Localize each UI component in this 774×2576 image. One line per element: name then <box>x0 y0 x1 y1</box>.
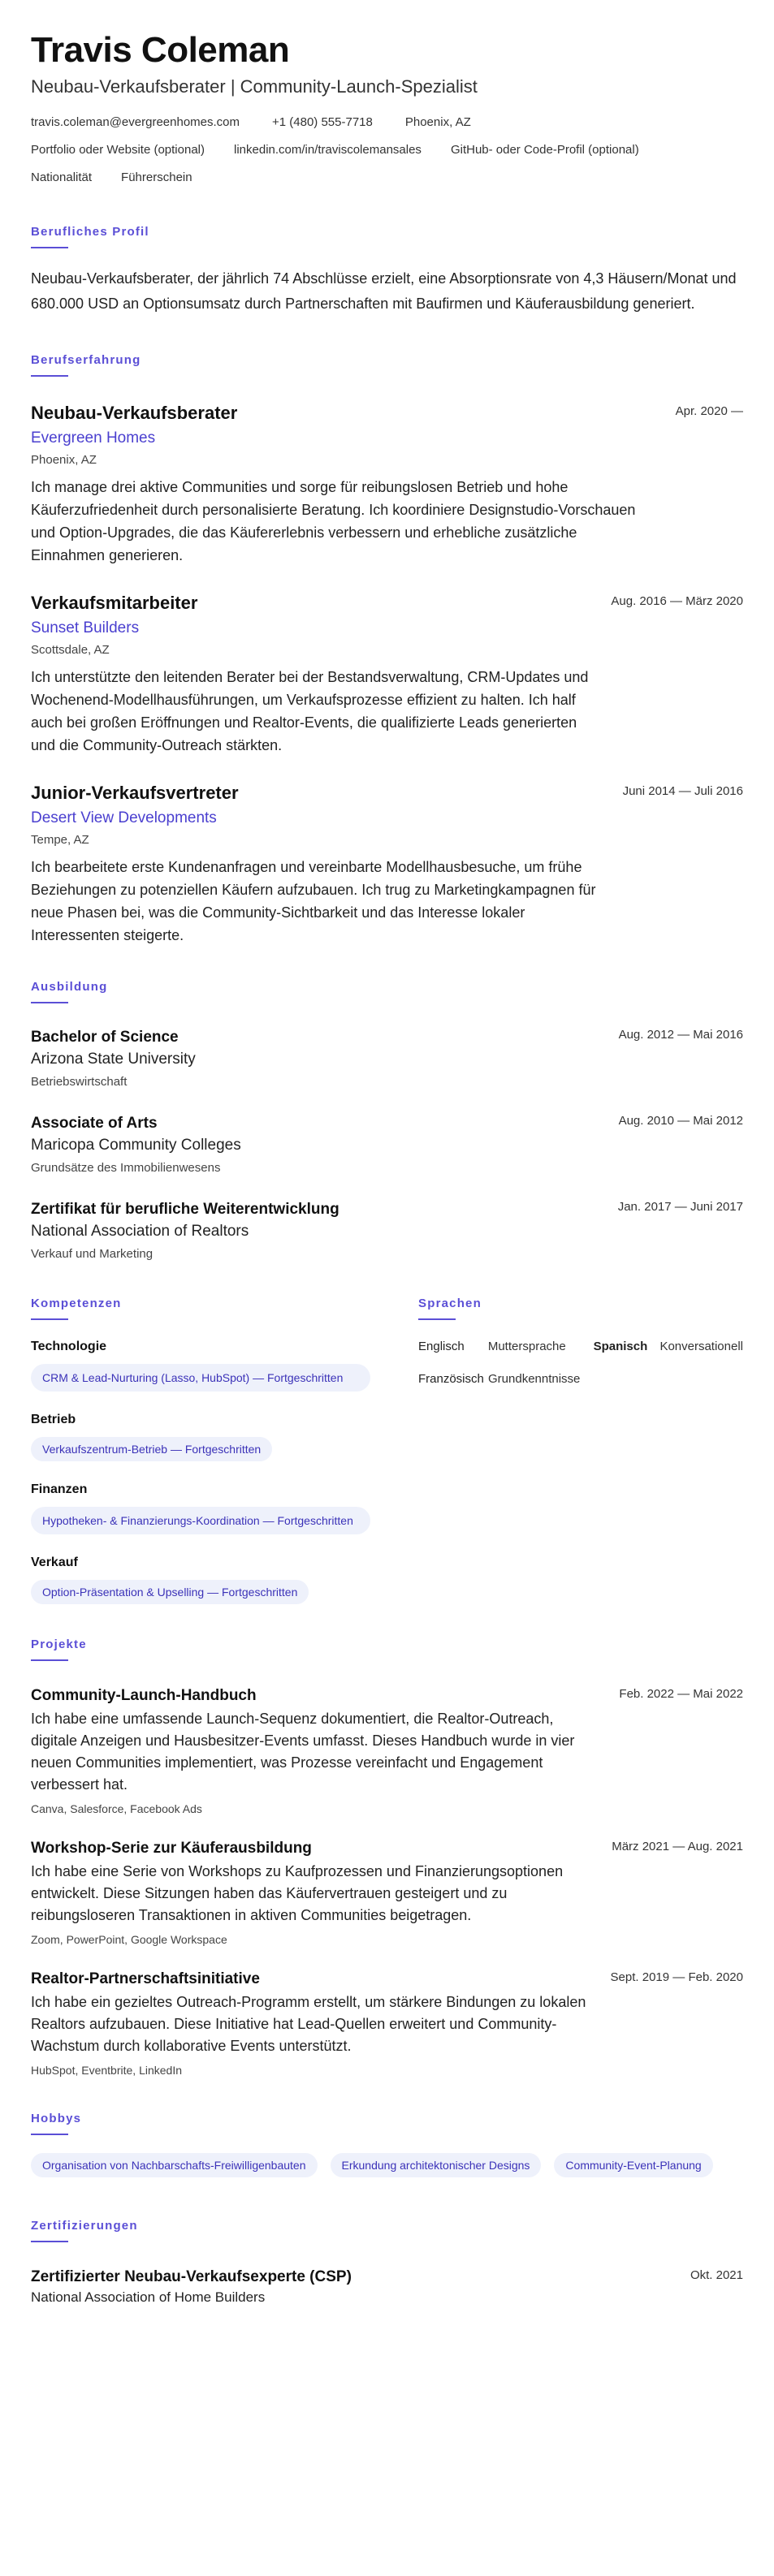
section-title: Ausbildung <box>31 980 108 994</box>
edu-date: Aug. 2010 — Mai 2012 <box>618 1114 743 1128</box>
edu-date: Aug. 2012 — Mai 2016 <box>618 1028 743 1042</box>
skill-group <box>31 1338 386 1392</box>
drivers-license: Führerschein <box>121 170 192 184</box>
section-title: Kompetenzen <box>31 1297 122 1310</box>
section-title: Sprachen <box>418 1297 482 1310</box>
job-title: Junior-Verkaufsvertreter <box>31 783 239 803</box>
section-rule <box>31 1659 68 1661</box>
links-row <box>31 141 743 159</box>
job-company: Sunset Builders <box>31 619 140 636</box>
skill-chip: Option-Präsentation & Upselling — Fortgeschritten <box>31 1580 309 1604</box>
language-name: Englisch <box>418 1340 465 1353</box>
skill-group <box>31 1554 386 1604</box>
contact-location: Phoenix, AZ <box>404 115 471 129</box>
contact-phone[interactable]: +1 (480) 555-7718 <box>272 115 373 129</box>
job-date: Aug. 2016 — März 2020 <box>611 594 743 608</box>
project-date: Sept. 2019 — Feb. 2020 <box>610 1970 743 1984</box>
hobby-chip: Organisation von Nachbarschafts-Freiwilligenbauten <box>31 2153 318 2177</box>
section-rule <box>31 1318 68 1320</box>
cert-date: Okt. 2021 <box>690 2268 743 2282</box>
project-description: Ich habe eine umfassende Launch-Sequenz dokumentiert, die Realtor-Outreach, digitale Anzeigen und Hausbesitzer-Events umfasst. Dieses Handbuch wurde in vier neuen Communities implementiert, was Prozesse vereinfacht und Engagement verbessert hat. <box>31 1711 575 1793</box>
section-rule <box>418 1318 456 1320</box>
edu-degree: Bachelor of Science <box>31 1029 179 1046</box>
edu-school: Arizona State University <box>31 1051 196 1068</box>
project-date: März 2021 — Aug. 2021 <box>612 1840 743 1853</box>
section-rule <box>31 2134 68 2135</box>
language-name: Französisch <box>418 1372 484 1386</box>
language-row <box>418 1370 743 1388</box>
project-entry <box>31 1838 743 1948</box>
candidate-headline: Neubau-Verkaufsberater | Community-Launch-Spezialist <box>31 76 478 97</box>
hobby-chip: Erkundung architektonischer Designs <box>331 2153 542 2177</box>
projects-section <box>31 1637 743 2078</box>
skill-group-title: Betrieb <box>31 1413 76 1426</box>
language-row <box>418 1338 743 1356</box>
job-entry <box>31 401 743 567</box>
edu-school: National Association of Realtors <box>31 1223 249 1240</box>
project-description: Ich habe ein gezieltes Outreach-Programm erstellt, um stärkere Bindungen zu lokalen Realtors aufzubauen. Diese Initiative hat Lead-Quellen erweitert und Community-Wachstum durch kollaborative Events unterstützt. <box>31 1994 586 2054</box>
project-tools: Canva, Salesforce, Facebook Ads <box>31 1802 202 1815</box>
language-name: Spanisch <box>593 1340 648 1353</box>
skill-chip: Verkaufszentrum-Betrieb — Fortgeschritten <box>31 1437 272 1461</box>
job-title: Verkaufsmitarbeiter <box>31 593 198 613</box>
job-date: Juni 2014 — Juli 2016 <box>622 784 743 798</box>
skill-group <box>31 1411 386 1461</box>
job-location: Tempe, AZ <box>31 833 89 847</box>
certifications-section <box>31 2218 743 2307</box>
experience-section <box>31 352 743 947</box>
education-entry <box>31 1026 743 1091</box>
skill-chip: CRM & Lead-Nurturing (Lasso, HubSpot) — Fortgeschritten <box>31 1364 370 1392</box>
project-title: Realtor-Partnerschaftsinitiative <box>31 1970 260 1987</box>
edu-date: Jan. 2017 — Juni 2017 <box>617 1200 743 1214</box>
candidate-name: Travis Coleman <box>31 30 290 70</box>
job-company: Desert View Developments <box>31 809 217 826</box>
skill-group-title: Verkauf <box>31 1556 78 1569</box>
job-entry <box>31 591 743 757</box>
section-rule <box>31 375 68 377</box>
language-level: Muttersprache <box>487 1340 566 1353</box>
nationality: Nationalität <box>31 170 93 184</box>
linkedin-link[interactable]: linkedin.com/in/traviscolemansales <box>234 143 422 157</box>
portfolio-link[interactable]: Portfolio oder Website (optional) <box>31 143 205 157</box>
language-level: Konversationell <box>659 1340 743 1353</box>
project-tools: Zoom, PowerPoint, Google Workspace <box>31 1933 227 1946</box>
job-description: Ich bearbeitete erste Kundenanfragen und vereinbarte Modellhausbesuche, um frühe Beziehungen zu potenziellen Käufern aufzubauen. Ich trug zu Marketingkampagnen für neue Phasen bei, was die Community-Sichtbarkeit und das Interesse lokaler Interessenten steigerte. <box>31 859 596 943</box>
job-description: Ich manage drei aktive Communities und sorge für reibungslosen Betrieb und hohe Käuferzufriedenheit durch personalisierte Beratung. Ich koordiniere Designstudio-Vorschauen und Option-Upgrades, die das Käufererlebnis verbessern und erhebliche zusätzliche Einnahmen generieren. <box>31 479 636 563</box>
certification-entry <box>31 2267 743 2307</box>
cert-issuer: National Association of Home Builders <box>31 2289 266 2305</box>
resume-header <box>31 29 743 187</box>
job-title: Neubau-Verkaufsberater <box>31 403 238 423</box>
edu-school: Maricopa Community Colleges <box>31 1137 241 1154</box>
section-title: Zertifizierungen <box>31 2219 138 2233</box>
skill-chip: Hypotheken- & Finanzierungs-Koordination — Fortgeschritten <box>31 1507 370 1534</box>
section-title: Hobbys <box>31 2112 82 2125</box>
education-section <box>31 979 743 1263</box>
edu-field: Verkauf und Marketing <box>31 1247 154 1261</box>
project-entry <box>31 1685 743 1817</box>
project-title: Workshop-Serie zur Käuferausbildung <box>31 1840 312 1857</box>
project-date: Feb. 2022 — Mai 2022 <box>619 1687 743 1701</box>
hobbies-section <box>31 2111 743 2187</box>
languages-section <box>418 1263 743 1604</box>
edu-field: Grundsätze des Immobilienwesens <box>31 1161 221 1175</box>
project-description: Ich habe eine Serie von Workshops zu Kaufprozessen und Finanzierungsoptionen entwickelt. Diese Sitzungen haben das Käufervertrauen gesteigert und zu reibungsloseren Transaktionen in aktiven Communities beigetragen. <box>31 1863 564 1923</box>
job-date: Apr. 2020 — <box>675 404 743 418</box>
skills-section <box>31 1263 386 1604</box>
cert-name: Zertifizierter Neubau-Verkaufsexperte (CSP) <box>31 2268 352 2285</box>
github-link[interactable]: GitHub- oder Code-Profil (optional) <box>450 143 639 157</box>
job-entry <box>31 781 743 947</box>
education-entry <box>31 1198 743 1263</box>
project-title: Community-Launch-Handbuch <box>31 1687 257 1704</box>
skill-group-title: Finanzen <box>31 1482 88 1496</box>
hobby-list <box>31 2153 746 2187</box>
personal-row <box>31 169 743 187</box>
skill-group <box>31 1481 386 1534</box>
hobby-chip: Community-Event-Planung <box>554 2153 712 2177</box>
skill-group-title: Technologie <box>31 1340 107 1353</box>
job-location: Phoenix, AZ <box>31 453 97 467</box>
project-tools: HubSpot, Eventbrite, LinkedIn <box>31 2064 183 2077</box>
section-rule <box>31 2241 68 2242</box>
section-rule <box>31 247 68 248</box>
profile-text: Neubau-Verkaufsberater, der jährlich 74 Abschlüsse erzielt, eine Absorptionsrate von 4,3 Häusern/Monat und 680.000 USD an Optionsumsatz durch Partnerschaften mit Baufirmen und Käuferausbildung generiert. <box>31 270 737 312</box>
section-rule <box>31 1002 68 1003</box>
skills-languages-row <box>31 1263 743 1604</box>
job-location: Scottsdale, AZ <box>31 643 110 657</box>
edu-degree: Zertifikat für berufliche Weiterentwicklung <box>31 1201 339 1218</box>
section-title: Projekte <box>31 1638 87 1651</box>
job-company: Evergreen Homes <box>31 429 156 447</box>
job-description: Ich unterstützte den leitenden Berater bei der Bestandsverwaltung, CRM-Updates und Wochenend-Modellhausführungen, um Verkaufsprozesse effizient zu halten. Ich half auch bei großen Eröffnungen und Realtor-Events, die qualifizierte Leads generierten und die Community-Outreach stärkten. <box>31 669 589 753</box>
language-level: Grundkenntnisse <box>488 1372 581 1386</box>
project-entry <box>31 1969 743 2078</box>
edu-field: Betriebswirtschaft <box>31 1075 128 1089</box>
section-title: Berufserfahrung <box>31 353 141 367</box>
section-title: Berufliches Profil <box>31 225 149 239</box>
profile-section <box>31 224 743 317</box>
education-entry <box>31 1112 743 1177</box>
contact-email[interactable]: travis.coleman@evergreenhomes.com <box>31 115 240 129</box>
contact-row <box>31 114 743 132</box>
edu-degree: Associate of Arts <box>31 1115 158 1132</box>
